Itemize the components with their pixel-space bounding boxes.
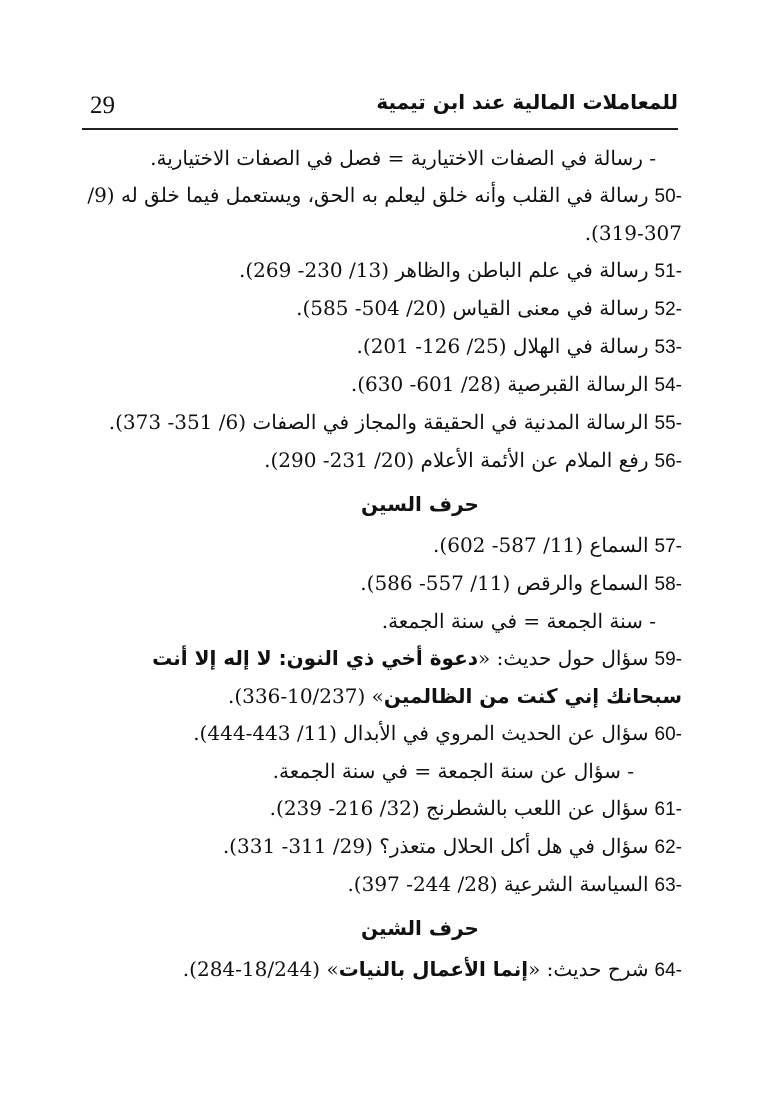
entry-number: 55-	[654, 413, 682, 434]
entry-text: رسالة في معنى القياس (20/ 504- 585).	[296, 296, 649, 320]
entry-number: 52-	[654, 299, 682, 320]
list-item	[78, 866, 682, 904]
entry-number: 54-	[654, 375, 682, 396]
list-item	[78, 951, 682, 989]
entry-text: رسالة في القلب وأنه خلق ليعلم به الحق، ويستعمل فيما خلق له (9/ 307-319).	[87, 183, 682, 245]
list-item	[78, 828, 682, 866]
entry-number: 58-	[654, 574, 682, 595]
list-item	[78, 527, 682, 565]
entry-number: 50-	[654, 186, 682, 207]
hadith-text: دعوة أخي ذي النون: لا إله إلا أنت سبحانك إني كنت من الظالمين	[152, 646, 682, 708]
entry-text: - سنة الجمعة = في سنة الجمعة.	[381, 609, 656, 633]
entry-tail: » (18/244-284).	[182, 957, 339, 981]
entry-number: 63-	[654, 875, 682, 896]
section-heading-sin: حرف السين	[361, 492, 479, 516]
entry-lead: شرح حديث: «	[528, 957, 649, 981]
entry-text: سؤال عن الحديث المروي في الأبدال (11/ 443-444).	[193, 721, 649, 745]
entry-number: 59-	[654, 649, 682, 670]
section-heading-shin: حرف الشين	[361, 916, 479, 940]
list-item	[78, 790, 682, 828]
list-item	[78, 565, 682, 603]
entry-text: السماع والرقص (11/ 557- 586).	[360, 571, 649, 595]
list-item	[78, 753, 682, 790]
list-item	[78, 442, 682, 480]
list-item	[78, 252, 682, 290]
list-item	[78, 404, 682, 442]
hadith-text: إنما الأعمال بالنيات	[338, 957, 529, 981]
list-item	[78, 640, 682, 715]
entry-lead: سؤال حول حديث: «	[478, 646, 649, 670]
entry-number: 51-	[654, 261, 682, 282]
entry-number: 64-	[654, 960, 682, 981]
entry-text: سؤال عن اللعب بالشطرنج (32/ 216- 239).	[269, 796, 649, 820]
list-item	[78, 140, 682, 177]
entry-number: 57-	[654, 536, 682, 557]
list-item	[78, 715, 682, 753]
index-list	[78, 140, 682, 989]
entry-text: الرسالة القبرصية (28/ 601- 630).	[350, 372, 649, 396]
entry-text: رسالة في الهلال (25/ 126- 201).	[356, 334, 649, 358]
list-item	[78, 328, 682, 366]
page-number: 29	[90, 92, 115, 119]
entry-text: - سؤال عن سنة الجمعة = في سنة الجمعة.	[272, 759, 634, 783]
list-item	[78, 177, 682, 252]
entry-number: 56-	[654, 451, 682, 472]
entry-number: 61-	[654, 799, 682, 820]
entry-text: السياسة الشرعية (28/ 244- 397).	[347, 872, 649, 896]
entry-number: 60-	[654, 724, 682, 745]
entry-text: سؤال في هل أكل الحلال متعذر؟ (29/ 311- 331).	[222, 834, 649, 858]
entry-text: - رسالة في الصفات الاختيارية = فصل في الصفات الاختيارية.	[150, 146, 656, 170]
entry-tail: » (10/237-336).	[227, 684, 384, 708]
entry-text: الرسالة المدنية في الحقيقة والمجاز في الصفات (6/ 351- 373).	[108, 410, 649, 434]
list-item	[78, 603, 682, 640]
running-title: للمعاملات المالية عند ابن تيمية	[376, 90, 678, 114]
list-item	[78, 290, 682, 328]
entry-text: رسالة في علم الباطن والظاهر (13/ 230- 269).	[238, 258, 649, 282]
entry-number: 62-	[654, 837, 682, 858]
list-item	[78, 366, 682, 404]
entry-text: رفع الملام عن الأئمة الأعلام (20/ 231- 290).	[264, 448, 649, 472]
entry-text: السماع (11/ 587- 602).	[433, 533, 649, 557]
entry-number: 53-	[654, 337, 682, 358]
page-header	[82, 90, 678, 130]
